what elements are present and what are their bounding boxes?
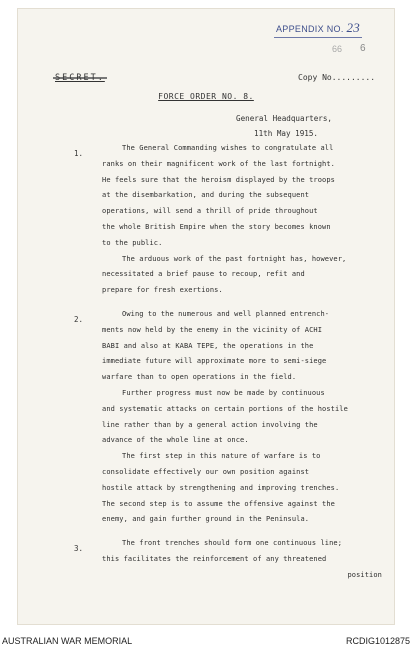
document-page [18,9,394,624]
paragraph-line: this facilitates the reinforcement of any threatened [102,554,327,563]
order-title: FORCE ORDER NO. 8. [158,92,254,101]
paragraph-line: The General Commanding wishes to congratulate all [122,144,334,152]
paragraph-line: prepare for fresh exertions. [102,286,223,295]
paragraph-line: the whole British Empire when the story becomes known [102,222,331,231]
paragraph-line: BABI and also at KABA TEPE, the operations in the [102,341,314,350]
paragraph-line: at the disembarkation, and during the subsequent [102,191,310,200]
headquarters-location: General Headquarters, [236,114,333,123]
paragraph-line: immediate future will approximate more to semi-siege [102,357,327,366]
pencil-page-mark: 66 [332,44,343,54]
paragraph-line: He feels sure that the heroism displayed by the troops [102,175,335,184]
classification-label: SECRET. [55,73,105,83]
paragraph-line: Owing to the numerous and well planned entrench- [122,310,330,318]
paragraph-1 [102,141,382,299]
paragraph-line: ranks on their magnificent work of the last fortnight. [102,159,335,168]
archive-reference: RCDIG1012875 [345,636,410,646]
paragraph-number: 2. [74,315,84,324]
appendix-stamp-label: APPENDIX NO. [276,24,344,34]
paragraph-line: The second step is to assume the offensive against the [102,499,335,508]
copy-number: Copy No......... [298,73,376,82]
paragraph-line: The first step in this nature of warfare is to [122,452,321,461]
paragraph-line: and systematic attacks on certain portions of the hostile [102,404,348,413]
paragraph-line: The front trenches should form one continuous line; [122,539,343,547]
paragraph-line: position [347,570,382,579]
archive-credit: AUSTRALIAN WAR MEMORIAL [2,636,133,646]
paragraph-number: 1. [74,149,84,158]
paragraph-3 [102,536,382,583]
paragraph-line: to the public. [102,238,163,247]
paragraph-number: 3. [74,544,84,553]
paragraph-line: The arduous work of the past fortnight has, however, [122,254,347,263]
paragraph-line: warfare than to open operations in the field. [102,373,297,382]
order-date: 11th May 1915. [254,129,319,138]
paragraph-line: operations, will send a thrill of pride throughout [102,207,318,216]
appendix-stamp [274,20,362,38]
paragraph-line: hostile attack by strengthening and improving trenches. [102,483,340,492]
paragraph-line: advance of the whole line at once. [102,436,249,445]
paragraph-line: line rather than by a general action involving the [102,420,318,429]
pencil-page-mark-2: 6 [360,43,366,54]
paragraph-line: Further progress must now be made by continuous [122,388,325,397]
headquarters-block [236,111,332,141]
appendix-number: 23 [346,20,361,35]
paragraph-line: enemy, and gain further ground in the Peninsula. [102,515,310,524]
paragraph-line: consolidate effectively our own position against [102,467,310,476]
paragraph-line: necessitated a brief pause to recoup, refit and [102,270,305,279]
paragraph-line: ments now held by the enemy in the vicinity of ACHI [102,325,323,334]
paragraph-2 [102,307,382,528]
